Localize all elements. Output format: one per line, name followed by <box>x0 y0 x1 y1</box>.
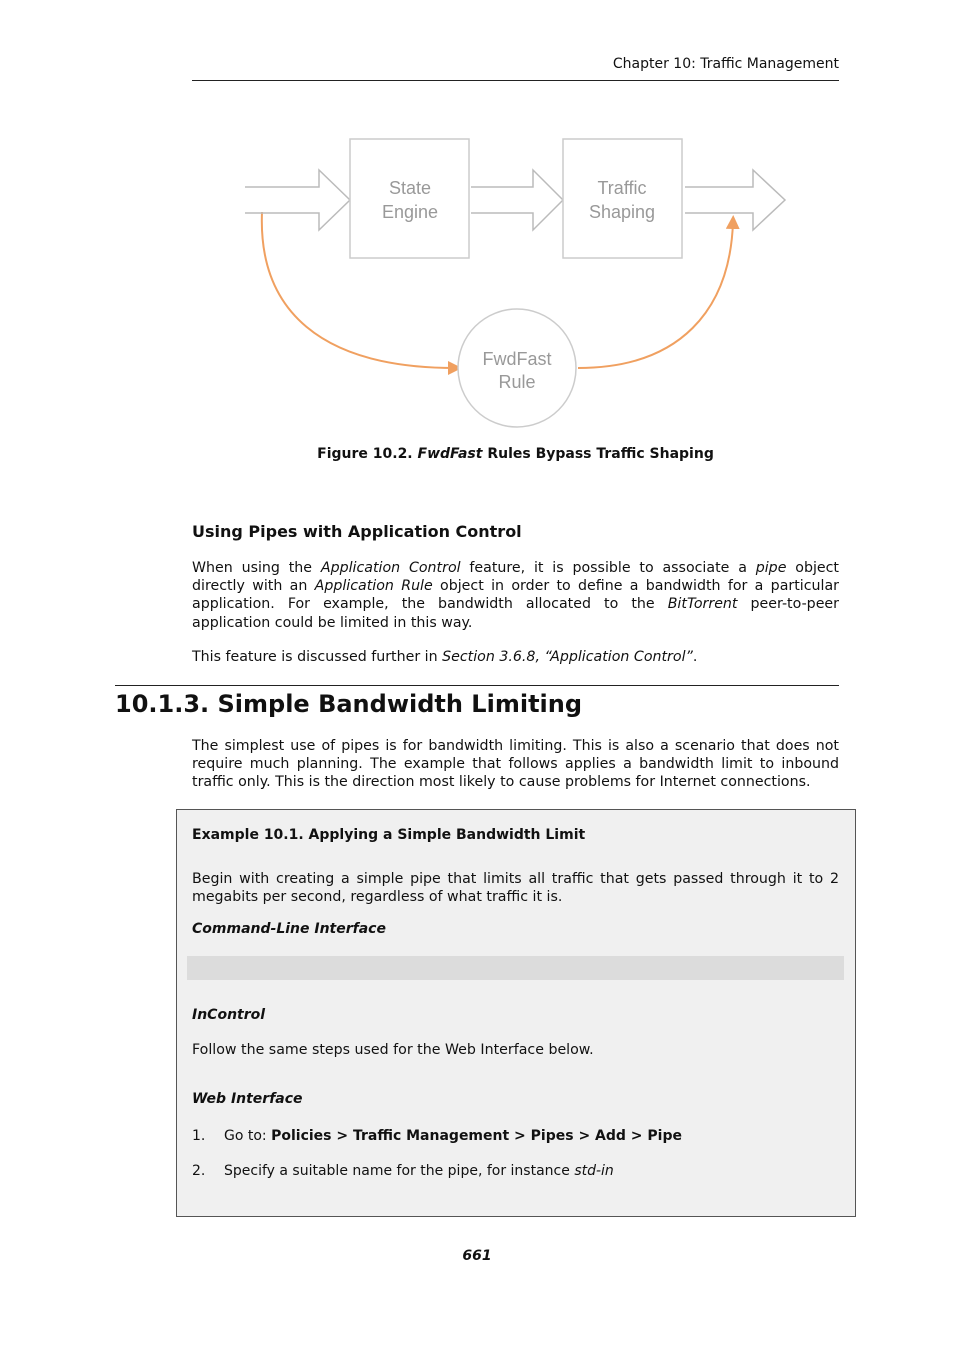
middle-arrow <box>471 170 563 230</box>
section-divider <box>115 685 839 686</box>
output-arrow <box>685 170 785 230</box>
example-intro: Begin with creating a simple pipe that limits all traffic that gets passed through it to 2 megabits per second, regardless of what traffic it is. <box>192 871 839 906</box>
figure-caption-suffix: Rules Bypass Traffic Shaping <box>482 446 714 462</box>
section-reference-paragraph: This feature is discussed further in Section 3.6.8, “Application Control”. <box>192 649 698 665</box>
step-text: Go to: Policies > Traffic Management > Pipes > Add > Pipe <box>224 1128 682 1144</box>
state-engine-box <box>350 139 469 258</box>
incontrol-heading: InControl <box>192 1007 266 1023</box>
state-engine-label-line1: State <box>388 178 432 198</box>
web-interface-heading: Web Interface <box>192 1091 303 1107</box>
cli-heading: Command-Line Interface <box>192 921 386 937</box>
input-arrow <box>245 170 350 230</box>
header-divider <box>192 80 839 81</box>
menu-path: Policies > Traffic Management > Pipes > Add > Pipe <box>271 1128 682 1144</box>
state-engine-label-line2: Engine <box>381 202 439 222</box>
figure-caption-prefix: Figure 10.2. <box>317 446 418 462</box>
cli-code-block <box>187 956 844 980</box>
fwdfast-label-line1: FwdFast <box>482 349 552 369</box>
page-number: 661 <box>462 1248 492 1264</box>
figure-caption <box>192 446 839 462</box>
step-number: 1. <box>192 1128 206 1144</box>
incontrol-text: Follow the same steps used for the Web Interface below. <box>192 1042 594 1058</box>
traffic-shaping-box <box>563 139 682 258</box>
application-control-paragraph: When using the Application Control feature, it is possible to associate a pipe object directly with an Application Rule object in order to define a bandwidth for a particular application. For example, the bandwidth allocated to the BitTorrent peer-to-peer application could be limited in this way. <box>192 560 839 631</box>
traffic-flow-diagram <box>230 130 800 435</box>
traffic-shaping-label-line1: Traffic <box>597 178 647 198</box>
step-number: 2. <box>192 1163 206 1179</box>
example-title: Example 10.1. Applying a Simple Bandwidth Limit <box>192 827 586 843</box>
figure-caption-italic: FwdFast <box>417 446 483 462</box>
section-title: 10.1.3. Simple Bandwidth Limiting <box>115 690 583 718</box>
section-intro-paragraph: The simplest use of pipes is for bandwidth limiting. This is also a scenario that does not require much planning. The example that follows applies a bandwidth limit to inbound traffic only. This is the direction most likely to cause problems for Internet connections. <box>192 738 839 791</box>
section-reference-link[interactable]: Section 3.6.8, “Application Control” <box>442 649 693 665</box>
fwdfast-label-line2: Rule <box>498 372 536 392</box>
chapter-header: Chapter 10: Traffic Management <box>612 56 839 72</box>
subsection-heading: Using Pipes with Application Control <box>192 522 522 541</box>
pipe-name-example: std-in <box>574 1163 614 1179</box>
step-text: Specify a suitable name for the pipe, for instance std-in <box>224 1163 614 1179</box>
traffic-shaping-label-line2: Shaping <box>588 202 656 222</box>
